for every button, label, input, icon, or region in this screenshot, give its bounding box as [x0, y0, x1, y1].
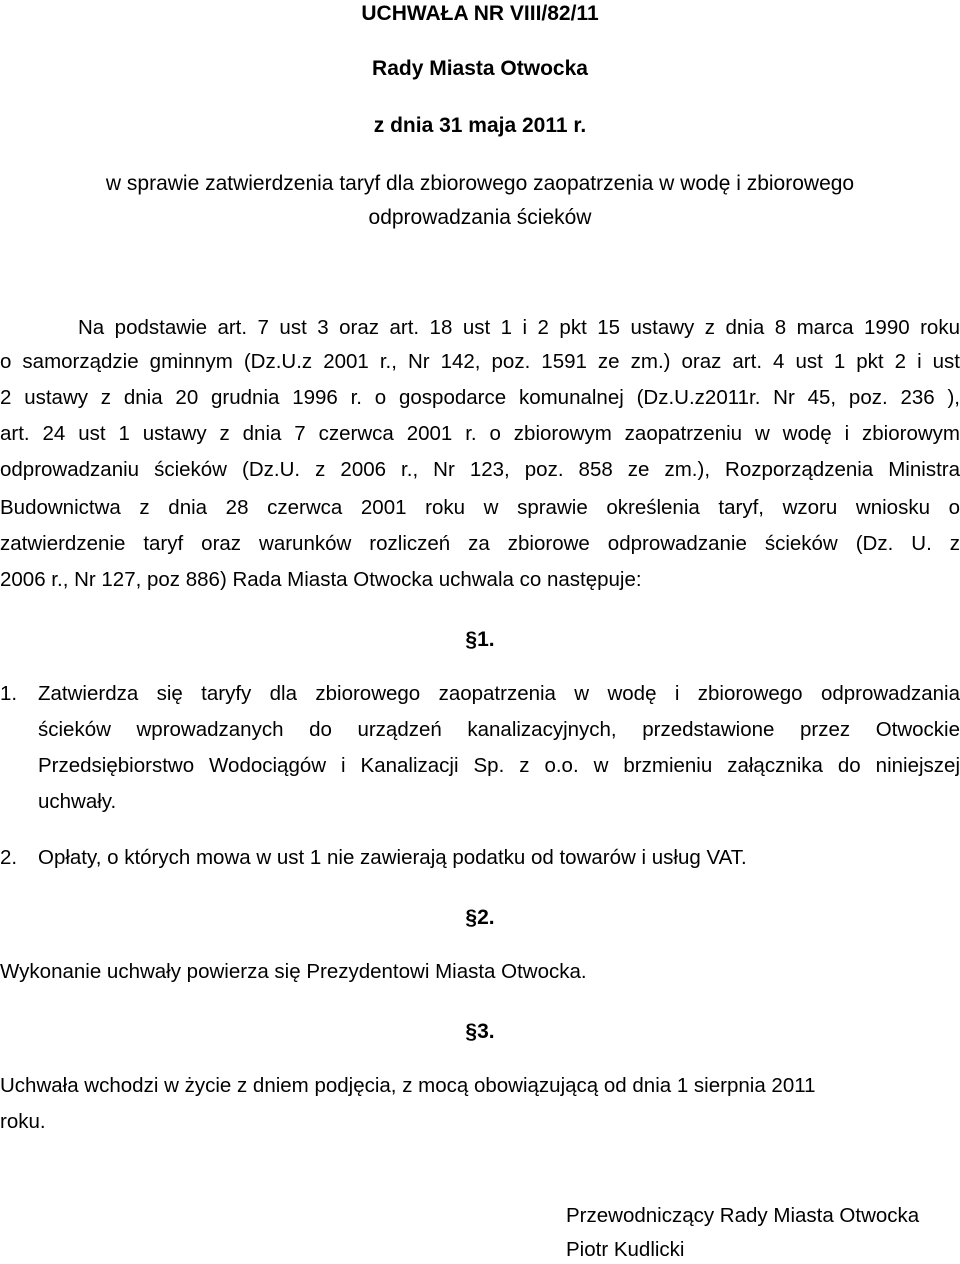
point-number: 2.: [0, 846, 18, 869]
document-title: UCHWAŁA NR VIII/82/11: [361, 2, 599, 25]
document-date: z dnia 31 maja 2011 r.: [373, 114, 587, 137]
point-line: uchwały.: [38, 790, 117, 813]
point-line: Przedsiębiorstwo Wodociągów i Kanalizacji Sp. z o.o. w brzmieniu załącznika do niniejszej: [38, 754, 960, 777]
point-line: Zatwierdza się taryfy dla zbiorowego zaopatrzenia w wodę i zbiorowego odprowadzania: [38, 682, 960, 705]
section-3-text-line-2: roku.: [0, 1110, 46, 1133]
preamble-line: 2 ustawy z dnia 20 grudnia 1996 r. o gospodarce komunalnej (Dz.U.z2011r. Nr 45, poz. 236 ),: [0, 386, 960, 409]
subject-line-1: w sprawie zatwierdzenia taryf dla zbiorowego zaopatrzenia w wodę i zbiorowego: [105, 172, 855, 195]
preamble-line: 2006 r., Nr 127, poz 886) Rada Miasta Otwocka uchwala co następuje:: [0, 568, 642, 591]
section-2-heading: §2.: [465, 906, 495, 929]
point-line: Opłaty, o których mowa w ust 1 nie zawierają podatku od towarów i usług VAT.: [38, 846, 747, 869]
preamble-line: zatwierdzenie taryf oraz warunków rozliczeń za zbiorowe odprowadzanie ścieków (Dz. U. z: [0, 532, 960, 555]
section-2-text: Wykonanie uchwały powierza się Prezydentowi Miasta Otwocka.: [0, 960, 587, 983]
preamble-line: art. 24 ust 1 ustawy z dnia 7 czerwca 2001 r. o zbiorowym zaopatrzeniu w wodę i zbiorowym: [0, 422, 960, 445]
point-number: 1.: [0, 682, 18, 705]
issuer: Rady Miasta Otwocka: [372, 57, 588, 80]
section-3-heading: §3.: [465, 1020, 495, 1043]
section-3-text-line-1: Uchwała wchodzi w życie z dniem podjęcia, z mocą obowiązującą od dnia 1 sierpnia 2011: [0, 1074, 816, 1097]
signatory-role: Przewodniczący Rady Miasta Otwocka: [566, 1204, 920, 1227]
signatory-name: Piotr Kudlicki: [566, 1238, 685, 1261]
section-1-heading: §1.: [465, 628, 495, 651]
preamble-line: Budownictwa z dnia 28 czerwca 2001 roku w sprawie określenia taryf, wzoru wniosku o: [0, 496, 960, 519]
preamble-line: Na podstawie art. 7 ust 3 oraz art. 18 ust 1 i 2 pkt 15 ustawy z dnia 8 marca 1990 roku: [78, 316, 960, 339]
preamble-line: o samorządzie gminnym (Dz.U.z 2001 r., Nr 142, poz. 1591 ze zm.) oraz art. 4 ust 1 pkt 2 i ust: [0, 350, 960, 373]
subject-line-2: odprowadzania ścieków: [368, 206, 592, 229]
point-line: ścieków wprowadzanych do urządzeń kanalizacyjnych, przedstawione przez Otwockie: [38, 718, 960, 741]
preamble-line: odprowadzaniu ścieków (Dz.U. z 2006 r., Nr 123, poz. 858 ze zm.), Rozporządzenia Ministra: [0, 458, 960, 481]
